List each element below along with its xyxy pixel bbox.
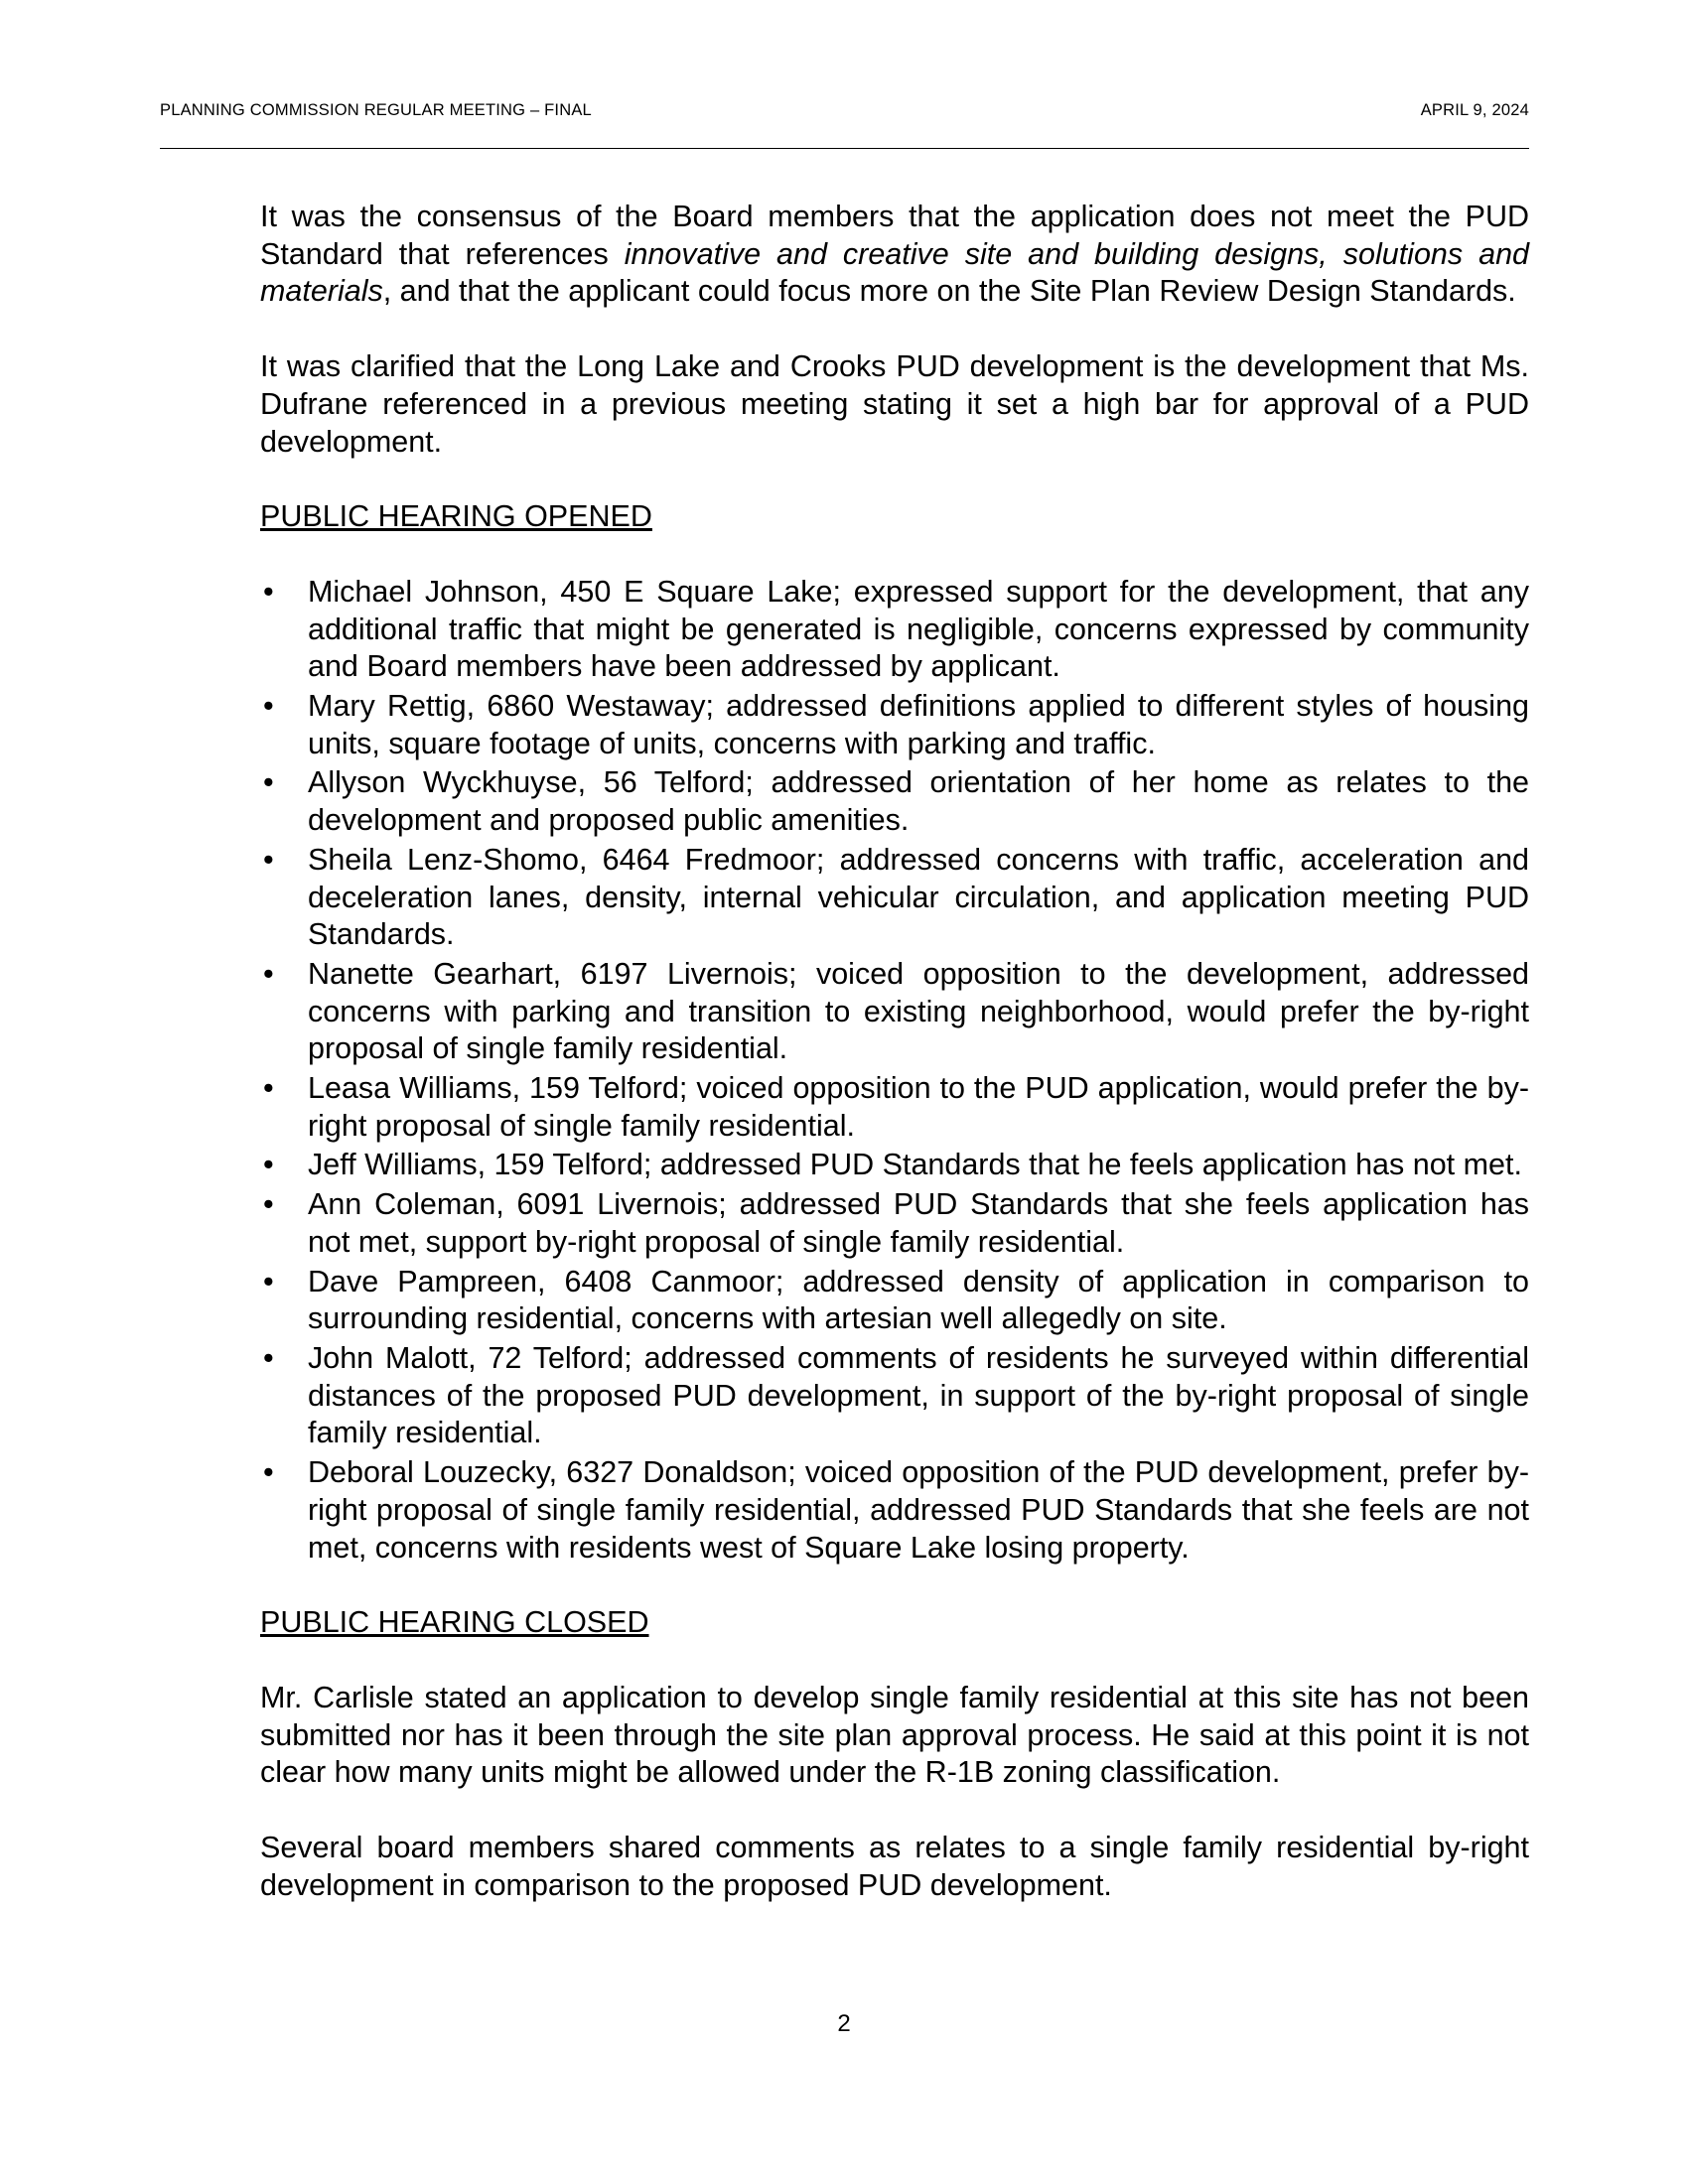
list-item (260, 1147, 1529, 1184)
speaker-comment: Allyson Wyckhuyse, 56 Telford; addressed orientation of her home as relates to the development and proposed public amenities. (308, 765, 1529, 838)
speaker-comment: Ann Coleman, 6091 Livernois; addressed PUD Standards that she feels application has not met, support by-right proposal of single family residential. (308, 1187, 1529, 1259)
speaker-list (260, 574, 1529, 1567)
consensus-paragraph (260, 199, 1529, 311)
speaker-comment: Nanette Gearhart, 6197 Livernois; voiced opposition to the development, addressed concerns with parking and transition to existing neighborhood, would prefer the by-right proposal of single family residential. (308, 956, 1529, 1066)
consensus-text-end: , and that the applicant could focus more on the Site Plan Review Design Standards. (382, 274, 1516, 309)
speaker-comment: Mary Rettig, 6860 Westaway; addressed definitions applied to different styles of housing units, square footage of units, concerns with parking and traffic. (308, 689, 1529, 760)
speaker-comment: Michael Johnson, 450 E Square Lake; expressed support for the development, that any additional traffic that might be generated is negligible, concerns expressed by community and Board members have been addressed by applicant. (308, 574, 1529, 684)
bullet-icon: • (263, 765, 274, 800)
consensus-text-italic: innovative and creative site and building designs, solutions and materials (260, 236, 1530, 309)
list-item (260, 1264, 1529, 1338)
list-item (260, 842, 1529, 954)
speaker-comment: Sheila Lenz-Shomo, 6464 Fredmoor; addressed concerns with traffic, acceleration and deceleration lanes, density, internal vehicular circulation, and application meeting PUD Standards. (308, 842, 1529, 952)
bullet-icon: • (263, 1455, 274, 1490)
page-body (260, 199, 1529, 1942)
bullet-icon: • (263, 689, 274, 724)
running-header (160, 101, 1529, 125)
list-item (260, 688, 1529, 762)
speaker-comment: Deboral Louzecky, 6327 Donaldson; voiced opposition of the PUD development, prefer by-right proposal of single family residential, addressed PUD Standards that she feels are not met, concerns with residents west of Square Lake losing property. (308, 1455, 1529, 1565)
list-item (260, 574, 1529, 686)
board-comments-paragraph: Several board members shared comments as relates to a single family residential by-right development in comparison to the proposed PUD development. (260, 1831, 1529, 1902)
speaker-comment: Dave Pampreen, 6408 Canmoor; addressed density of application in comparison to surrounding residential, concerns with artesian well allegedly on site. (308, 1264, 1529, 1336)
list-item (260, 956, 1529, 1068)
list-item (260, 1340, 1529, 1452)
bullet-icon: • (263, 842, 274, 877)
bullet-icon: • (263, 1148, 274, 1182)
public-hearing-closed-heading: PUBLIC HEARING CLOSED (260, 1605, 649, 1640)
bullet-icon: • (263, 956, 274, 991)
speaker-comment: Leasa Williams, 159 Telford; voiced opposition to the PUD application, would prefer the by-right proposal of single family residential. (308, 1071, 1529, 1143)
bullet-icon: • (263, 1264, 274, 1298)
public-hearing-opened-heading: PUBLIC HEARING OPENED (260, 499, 652, 534)
header-meeting-date: APRIL 9, 2024 (1420, 101, 1529, 119)
consensus-text-start: It was the consensus of the Board members that the application does not meet the PUD Standard that references (260, 200, 1529, 271)
bullet-icon: • (263, 1187, 274, 1222)
speaker-comment: Jeff Williams, 159 Telford; addressed PUD Standards that he feels application has not met. (308, 1148, 1522, 1182)
list-item (260, 1454, 1529, 1567)
speaker-comment: John Malott, 72 Telford; addressed comments of residents he surveyed within differential distances of the proposed PUD development, in support of the by-right proposal of single family residential. (308, 1340, 1529, 1450)
header-divider (160, 148, 1529, 149)
page-number: 2 (837, 2010, 851, 2037)
header-meeting-title: PLANNING COMMISSION REGULAR MEETING – FINAL (160, 101, 592, 119)
list-item (260, 1070, 1529, 1145)
list-item (260, 1186, 1529, 1261)
carlisle-statement-paragraph: Mr. Carlisle stated an application to develop single family residential at this site has not been submitted nor has it been through the site plan approval process. He said at this point it is not clear how many units might be allowed under the R-1B zoning classification. (260, 1680, 1529, 1790)
bullet-icon: • (263, 1071, 274, 1106)
clarification-paragraph: It was clarified that the Long Lake and Crooks PUD development is the development that Ms. Dufrane referenced in a previous meeting stating it set a high bar for approval of a PUD development. (260, 349, 1529, 459)
bullet-icon: • (263, 1340, 274, 1375)
list-item (260, 764, 1529, 839)
bullet-icon: • (263, 574, 274, 609)
